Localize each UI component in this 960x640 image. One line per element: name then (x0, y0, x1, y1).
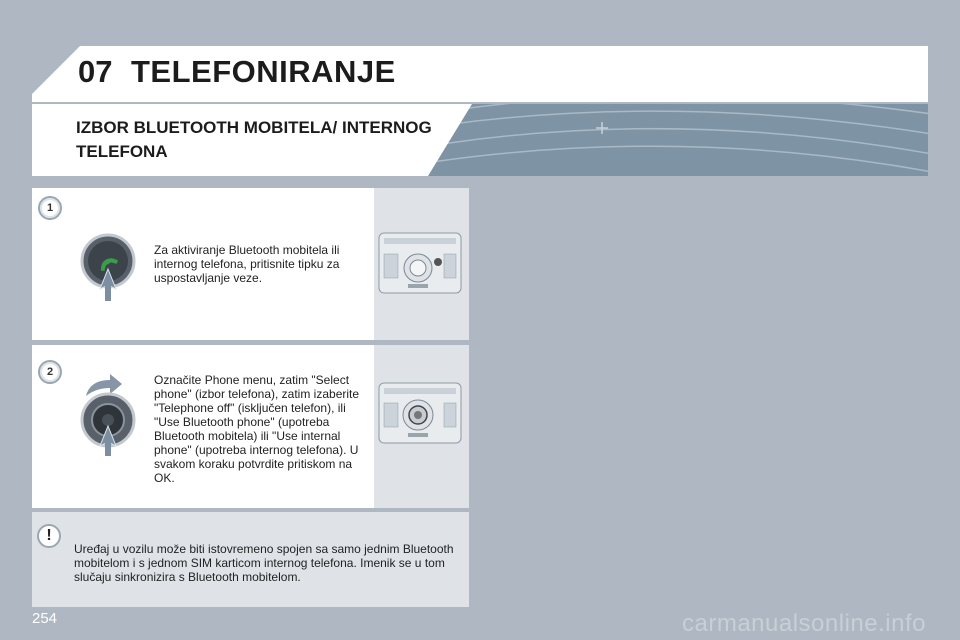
step-badge-2: 2 (38, 360, 62, 384)
chapter-title: TELEFONIRANJE (131, 54, 396, 89)
step-1-text: Za aktiviranje Bluetooth mobitela ili internog telefona, pritisnite tipku za uspostavljanje veze. (154, 243, 340, 285)
rotary-knob-icon (80, 392, 136, 458)
step-2-device-area (374, 345, 469, 508)
step-2-text: Označite Phone menu, zatim "Select phone" (izbor telefona), zatim izaberite "Telephone off" (isključen telefon), ili "Use Bluetooth phone" (upotreba Bluetooth mobitela) ili "Use internal phone" (upotreba internog telefona). U svakom koraku potvrdite pritiskom na OK. (154, 373, 360, 485)
radio-unit-icon (374, 188, 469, 340)
step-badge-1: 1 (38, 196, 62, 220)
section-subtitle: IZBOR BLUETOOTH MOBITELA/ INTERNOG TELEFONA (76, 118, 432, 161)
radio-unit-icon (374, 345, 469, 508)
phone-key-icon (80, 233, 136, 303)
watermark: carmanualsonline.info (682, 610, 926, 637)
page-number: 254 (32, 610, 58, 627)
note-text: Uređaj u vozilu može biti istovremeno spojen sa samo jednim Bluetooth mobitelom i s jednom SIM karticom internog telefona. Imenik se u tom slučaju sinkronizira s Bluetooth mobitelom. (74, 542, 454, 584)
step-1-device-area (374, 188, 469, 340)
warning-icon: ! (37, 524, 61, 548)
chapter-number: 07 (78, 54, 113, 89)
